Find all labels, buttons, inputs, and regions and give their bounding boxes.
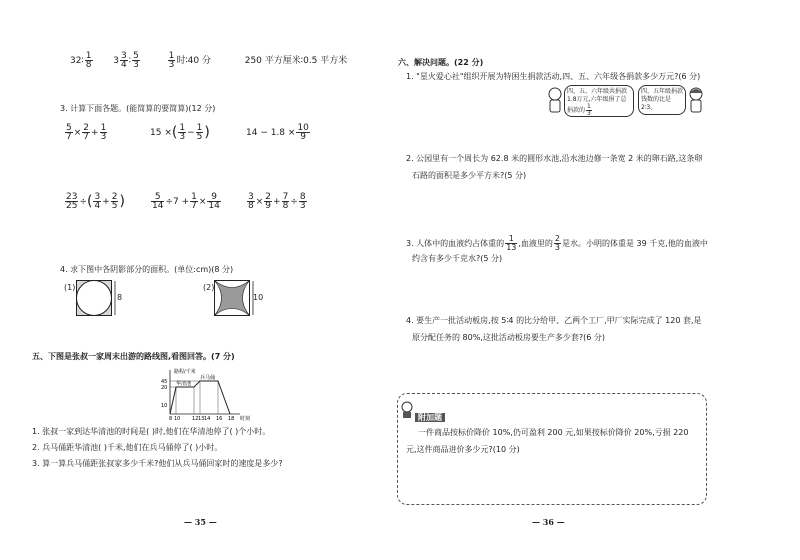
problem-3-line1: 3. 人体中的血液约占体重的 $\frac{1}{13}$ ,血液里的 $\frac{2}{3}$ 是水。小明的体重是 39 千克,他的血液中 — [406, 234, 708, 252]
page-number-right: — 36 — — [532, 517, 565, 527]
chart-xtick-13: 13 — [198, 416, 205, 422]
chart-xtick-18: 18 — [228, 416, 235, 422]
problem-2-line2: 石路的面积是多少平方米?(5 分) — [412, 171, 527, 180]
ratio-1: 32∶ $\frac{1}{8}$ — [70, 51, 92, 70]
cartoon-boy-icon — [547, 87, 563, 115]
ratio-row — [70, 52, 347, 69]
bonus-mascot-icon — [400, 401, 414, 419]
chart-ytick-45: 45 — [161, 379, 168, 385]
ratio-2: 3 $\frac{3}{4}$ ∶ $\frac{5}{3}$ — [113, 51, 139, 70]
chart-xtick-14: 14 — [204, 416, 211, 422]
fig2-label: (2) — [203, 283, 215, 292]
q5-a3: 3. 算一算兵马俑距张叔家多少千米?他们从兵马俑回家时的速度是多少? — [32, 459, 283, 468]
chart-xtick-8: 8 — [169, 416, 173, 422]
expr-4: $\frac{23}{25}$ ÷( $\frac{3}{4}$ + $\frac{2}{5}$ ) — [66, 192, 125, 211]
problem-4-line1: 4. 要生产一批活动板房,按 5∶4 的比分给甲、乙两个工厂,甲厂实际完成了 120 套,是 — [406, 316, 702, 325]
cartoon-girl-icon — [688, 87, 704, 115]
fig2-side: 10 — [253, 293, 264, 302]
bonus-line2: 元,这件商品进价多少元?(10 分) — [406, 445, 520, 454]
expr-1: $\frac{5}{7}$ × $\frac{2}{7}$ + $\frac{1}{3}$ — [66, 123, 107, 142]
q5-a2: 2. 兵马俑距华清池( )千米,他们在兵马俑停了( )小时。 — [32, 443, 223, 452]
chart-seg1: 华清池 — [176, 381, 192, 387]
expr-2: 15 ×( $\frac{1}{3}$ − $\frac{1}{5}$ ) — [150, 123, 210, 142]
section6-title: 六、解决问题。(22 分) — [398, 58, 484, 67]
chart-xlabel: 时刻 — [240, 416, 251, 422]
fig1-side: 8 — [117, 293, 123, 302]
bonus-line1: 一件商品按标价降价 10%,仍可盈利 200 元,如果按标价降价 20%,亏损 220 — [418, 428, 689, 437]
chart-ytick-20: 20 — [161, 385, 168, 391]
bonus-label: 附加题 — [415, 405, 445, 424]
fig1-label: (1) — [64, 283, 76, 292]
ratio-4: 250 平方厘米∶0.5 平方米 — [244, 56, 348, 66]
speech-bubble-2: 四、五年级捐款钱数的比是2∶3。 — [638, 85, 686, 115]
chart-ytick-10: 10 — [161, 403, 168, 409]
page-number-left: — 35 — — [184, 517, 217, 527]
chart-ylabel: 路程/千米 — [174, 369, 196, 375]
q5-a1: 1. 张叔一家到达华清池的时间是( )时,他们在华清池停了( )个小时。 — [32, 427, 271, 436]
q4-title: 4. 求下图中各阴影部分的面积。(单位:cm)(8 分) — [60, 265, 234, 274]
problem-1: 1. "星火爱心社"组织开展为特困生捐款活动,四、五、六年级各捐款多少万元?(6 分) — [406, 72, 701, 81]
route-chart — [160, 367, 270, 423]
speech-bubble-1: 四、五、六年级共捐款1.8万元,六年级捐了总捐款的 $\frac{1}{3}$ — [564, 85, 634, 117]
chart-seg2: 兵马俑 — [200, 375, 216, 381]
expr-6: $\frac{3}{8}$ × $\frac{2}{9}$ + $\frac{7}{8}$ ÷ $\frac{8}{3}$ — [248, 192, 306, 211]
chart-xtick-10: 10 — [174, 416, 181, 422]
expr-3: 14 − 1.8 × $\frac{10}{9}$ — [246, 123, 309, 142]
ratio-3: $\frac{1}{3}$ 时∶40 分 — [168, 51, 211, 70]
chart-xtick-16: 16 — [216, 416, 223, 422]
expr-5: $\frac{5}{14}$ ÷7 + $\frac{1}{7}$ × $\frac{9}{14}$ — [152, 192, 220, 211]
problem-2-line1: 2. 公园里有一个周长为 62.8 米的圆形水池,沿水池边修一条宽 2 米的卵石路,这条卵 — [406, 154, 703, 163]
chart-xtick-12: 12 — [192, 416, 199, 422]
problem-3-line2: 约含有多少千克水?(5 分) — [412, 254, 503, 263]
q5-title: 五、下图是张叔一家周末出游的路线图,看图回答。(7 分) — [32, 352, 235, 361]
q3-title: 3. 计算下面各题。(能简算的要简算)(12 分) — [60, 104, 216, 113]
problem-4-line2: 原分配任务的 80%,这批活动板房要生产多少套?(6 分) — [412, 333, 605, 342]
